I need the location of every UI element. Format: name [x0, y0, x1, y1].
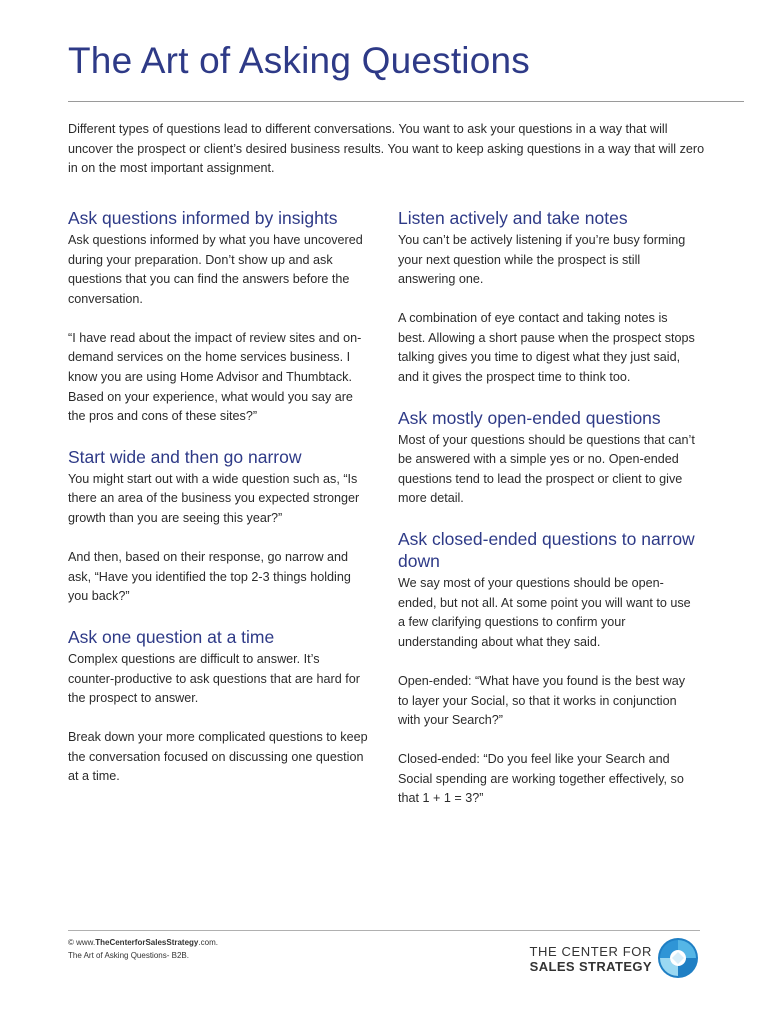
- document-name-line: The Art of Asking Questions- B2B.: [68, 951, 189, 960]
- section-heading: Ask one question at a time: [68, 626, 275, 647]
- copyright-line: [68, 936, 218, 949]
- logo-line-1: THE CENTER FOR: [529, 944, 652, 959]
- section-paragraph: Closed-ended: “Do you feel like your Search and Social spending are working together effectively, so that 1 + 1 = 3?”: [398, 752, 684, 806]
- section-paragraph: We say most of your questions should be open-ended, but not all. At some point you will want to use a few clarifying questions to confirm your understanding about what they said.: [398, 576, 691, 649]
- section-insights: [68, 207, 368, 427]
- website-link[interactable]: TheCenterforSalesStrategy: [95, 938, 199, 947]
- section-paragraph: Complex questions are difficult to answer. It’s counter-productive to ask questions that are hard for the prospect to answer.: [68, 651, 360, 706]
- section-paragraph: Most of your questions should be questions that can’t be answered with a simple yes or no. Open-ended questions tend to lead the prospect or client to give more detail.: [398, 432, 695, 506]
- section-listen-actively: [398, 207, 698, 388]
- page-title: The Art of Asking Questions: [68, 40, 530, 81]
- section-paragraph: Ask questions informed by what you have uncovered during your preparation. Don’t show up and ask questions that you can find the answers before the conversation.: [68, 233, 363, 306]
- section-paragraph: You can’t be actively listening if you’re busy forming your next question while the prospect is still answering one.: [398, 233, 686, 287]
- section-heading: Start wide and then go narrow: [68, 446, 302, 467]
- company-logo-text: [480, 944, 652, 974]
- section-heading: Ask mostly open-ended questions: [398, 407, 661, 428]
- section-heading: Listen actively and take notes: [398, 208, 628, 228]
- section-heading: Ask questions informed by insights: [68, 208, 338, 228]
- copyright-prefix: © www.: [68, 938, 96, 947]
- section-open-ended: [398, 407, 698, 509]
- section-paragraph: Break down your more complicated questions to keep the conversation focused on discussing one question at a time.: [68, 730, 368, 784]
- section-heading: Ask closed-ended questions to narrow down: [398, 529, 695, 572]
- circular-swirl-logo-icon: [656, 936, 700, 980]
- section-closed-ended: [398, 528, 698, 809]
- left-column: [68, 207, 368, 787]
- section-one-question: [68, 626, 368, 787]
- intro-paragraph: Different types of questions lead to different conversations. You want to ask your questions in a way that will uncover the prospect or client’s desired business results. You want to keep asking questions in a way that will zero in on the most important assignment.: [68, 122, 705, 176]
- section-paragraph: Open-ended: “What have you found is the best way to layer your Social, so that it works in conjunction with your Search?”: [398, 673, 686, 728]
- footer-divider: [68, 930, 700, 931]
- copyright-suffix: .com.: [198, 938, 218, 947]
- section-paragraph: A combination of eye contact and taking notes is best. Allowing a short pause when the prospect stops talking gives you time to digest what they just said, and it gives the prospect time to think too.: [398, 311, 695, 385]
- title-divider: [68, 101, 744, 102]
- right-column: [398, 207, 698, 809]
- footer-text: [68, 936, 218, 962]
- section-paragraph: “I have read about the impact of review sites and on-demand services on the home services business. I know you are using Home Advisor and Thumbtack. Based on your experience, what would you say are the pros and cons of these sites?”: [68, 330, 362, 424]
- section-paragraph: You might start out with a wide question such as, “Is there an area of the business you expected stronger growth than you are seeing this year?”: [68, 471, 360, 526]
- section-paragraph: And then, based on their response, go narrow and ask, “Have you identified the top 2-3 things holding you back?”: [68, 550, 351, 604]
- logo-line-2: SALES STRATEGY: [529, 959, 652, 974]
- section-wide-narrow: [68, 446, 368, 607]
